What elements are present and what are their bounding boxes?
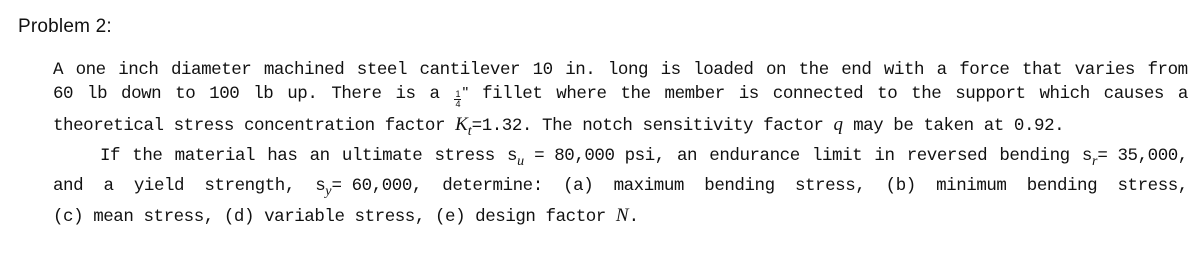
word: limit <box>811 145 863 166</box>
word: (b) <box>885 176 916 197</box>
text-segment: theoretical stress concentration factor <box>53 115 456 136</box>
word: A <box>53 60 64 80</box>
fillet-radius <box>453 82 468 112</box>
su-symbol: s <box>507 145 518 166</box>
word: a <box>1177 84 1188 105</box>
word: where <box>556 84 607 105</box>
word: lb <box>87 84 108 105</box>
problem-title: Problem 2: <box>18 16 112 37</box>
sr-value: = 35,000, <box>1097 145 1188 166</box>
word: in <box>874 145 895 166</box>
word: reversed <box>906 145 988 166</box>
inch-mark: " <box>462 85 469 103</box>
word: cantilever <box>419 60 521 80</box>
word: from <box>1147 60 1188 80</box>
word: has <box>267 145 298 166</box>
word: varies <box>1074 60 1135 80</box>
word: an <box>677 145 698 166</box>
paragraph-2-line-1 <box>53 144 1188 174</box>
word: to <box>877 84 898 105</box>
word: up. <box>287 84 318 105</box>
sr-subscript: r <box>1091 153 1098 169</box>
word: maximum <box>613 176 684 197</box>
su-subscript: u <box>517 153 525 169</box>
word: the <box>620 84 651 105</box>
text-segment: (c) mean stress, (d) variable stress, (e) design factor <box>53 207 616 228</box>
n-symbol: N <box>615 205 629 227</box>
word: to <box>175 84 196 105</box>
word: on <box>765 60 787 80</box>
word: fillet <box>482 84 543 105</box>
word: determine: <box>442 176 543 197</box>
sy-symbol: s <box>315 176 326 197</box>
word: If <box>100 145 121 166</box>
word: lb <box>253 84 274 105</box>
sr-symbol: s <box>1081 145 1092 166</box>
word: machined <box>263 60 345 80</box>
word: a <box>936 60 947 80</box>
fillet-fraction <box>454 90 461 109</box>
yield-strength-term <box>315 174 422 204</box>
word: stress, <box>794 176 866 197</box>
paragraph-2-line-3 <box>53 204 1188 229</box>
endurance-limit-term <box>1082 144 1188 174</box>
fraction-numerator: 1 <box>455 89 461 100</box>
ultimate-stress-term <box>507 144 665 174</box>
word: down <box>121 84 162 105</box>
word: stress, <box>1117 176 1188 197</box>
word: endurance <box>709 145 800 166</box>
kt-subscript: t <box>467 123 472 139</box>
word: is <box>395 84 416 105</box>
word: end <box>841 60 872 80</box>
word: force <box>959 60 1010 80</box>
su-value: = 80,000 psi, <box>534 145 665 166</box>
word: steel <box>356 60 408 80</box>
word: minimum <box>936 176 1007 197</box>
sy-subscript: y <box>325 184 332 200</box>
paragraph-2-line-2 <box>53 174 1188 204</box>
word: bending <box>1026 176 1098 197</box>
word: inch <box>118 60 159 80</box>
word: that <box>1021 60 1063 80</box>
text-segment: . <box>628 207 639 228</box>
word: and <box>53 176 84 197</box>
word: the <box>132 145 163 166</box>
problem-statement <box>53 58 1188 230</box>
word: is <box>660 60 681 80</box>
fraction-denominator: 4 <box>455 99 461 110</box>
word: 100 <box>209 84 240 105</box>
word: bending <box>999 145 1070 166</box>
word: long <box>607 60 649 80</box>
word: is <box>738 84 759 105</box>
word: yield <box>133 176 185 197</box>
word: a <box>429 84 440 105</box>
sy-value: = 60,000, <box>331 176 422 197</box>
word: in. <box>565 60 596 80</box>
kt-symbol: K <box>455 113 468 135</box>
word: the <box>911 84 942 105</box>
word: an <box>309 145 330 166</box>
word: loaded <box>693 60 754 80</box>
paragraph-1-line-3 <box>53 113 1188 144</box>
word: member <box>664 84 725 105</box>
word: one <box>75 60 106 80</box>
word: support <box>955 84 1026 105</box>
word: connected <box>772 84 864 105</box>
word: (a) <box>563 176 594 197</box>
word: a <box>103 176 114 197</box>
word: strength, <box>204 176 295 197</box>
word: with <box>883 60 925 80</box>
word: stress <box>434 145 495 166</box>
word: 60 <box>53 84 74 105</box>
word: There <box>331 84 382 105</box>
word: ultimate <box>341 145 423 166</box>
word: causes <box>1103 84 1164 105</box>
word: the <box>798 60 829 80</box>
text-segment: may be taken at 0.92. <box>843 115 1065 136</box>
word: bending <box>704 176 775 197</box>
kt-value: =1.32. <box>471 115 532 136</box>
word: diameter <box>170 60 252 80</box>
word: material <box>174 145 256 166</box>
text-segment: The notch sensitivity factor <box>531 115 834 136</box>
word: which <box>1039 84 1090 105</box>
q-symbol: q <box>833 113 844 135</box>
paragraph-1-line-2 <box>53 82 1188 112</box>
word: 10 <box>532 60 553 80</box>
paragraph-1-line-1 <box>53 58 1188 82</box>
